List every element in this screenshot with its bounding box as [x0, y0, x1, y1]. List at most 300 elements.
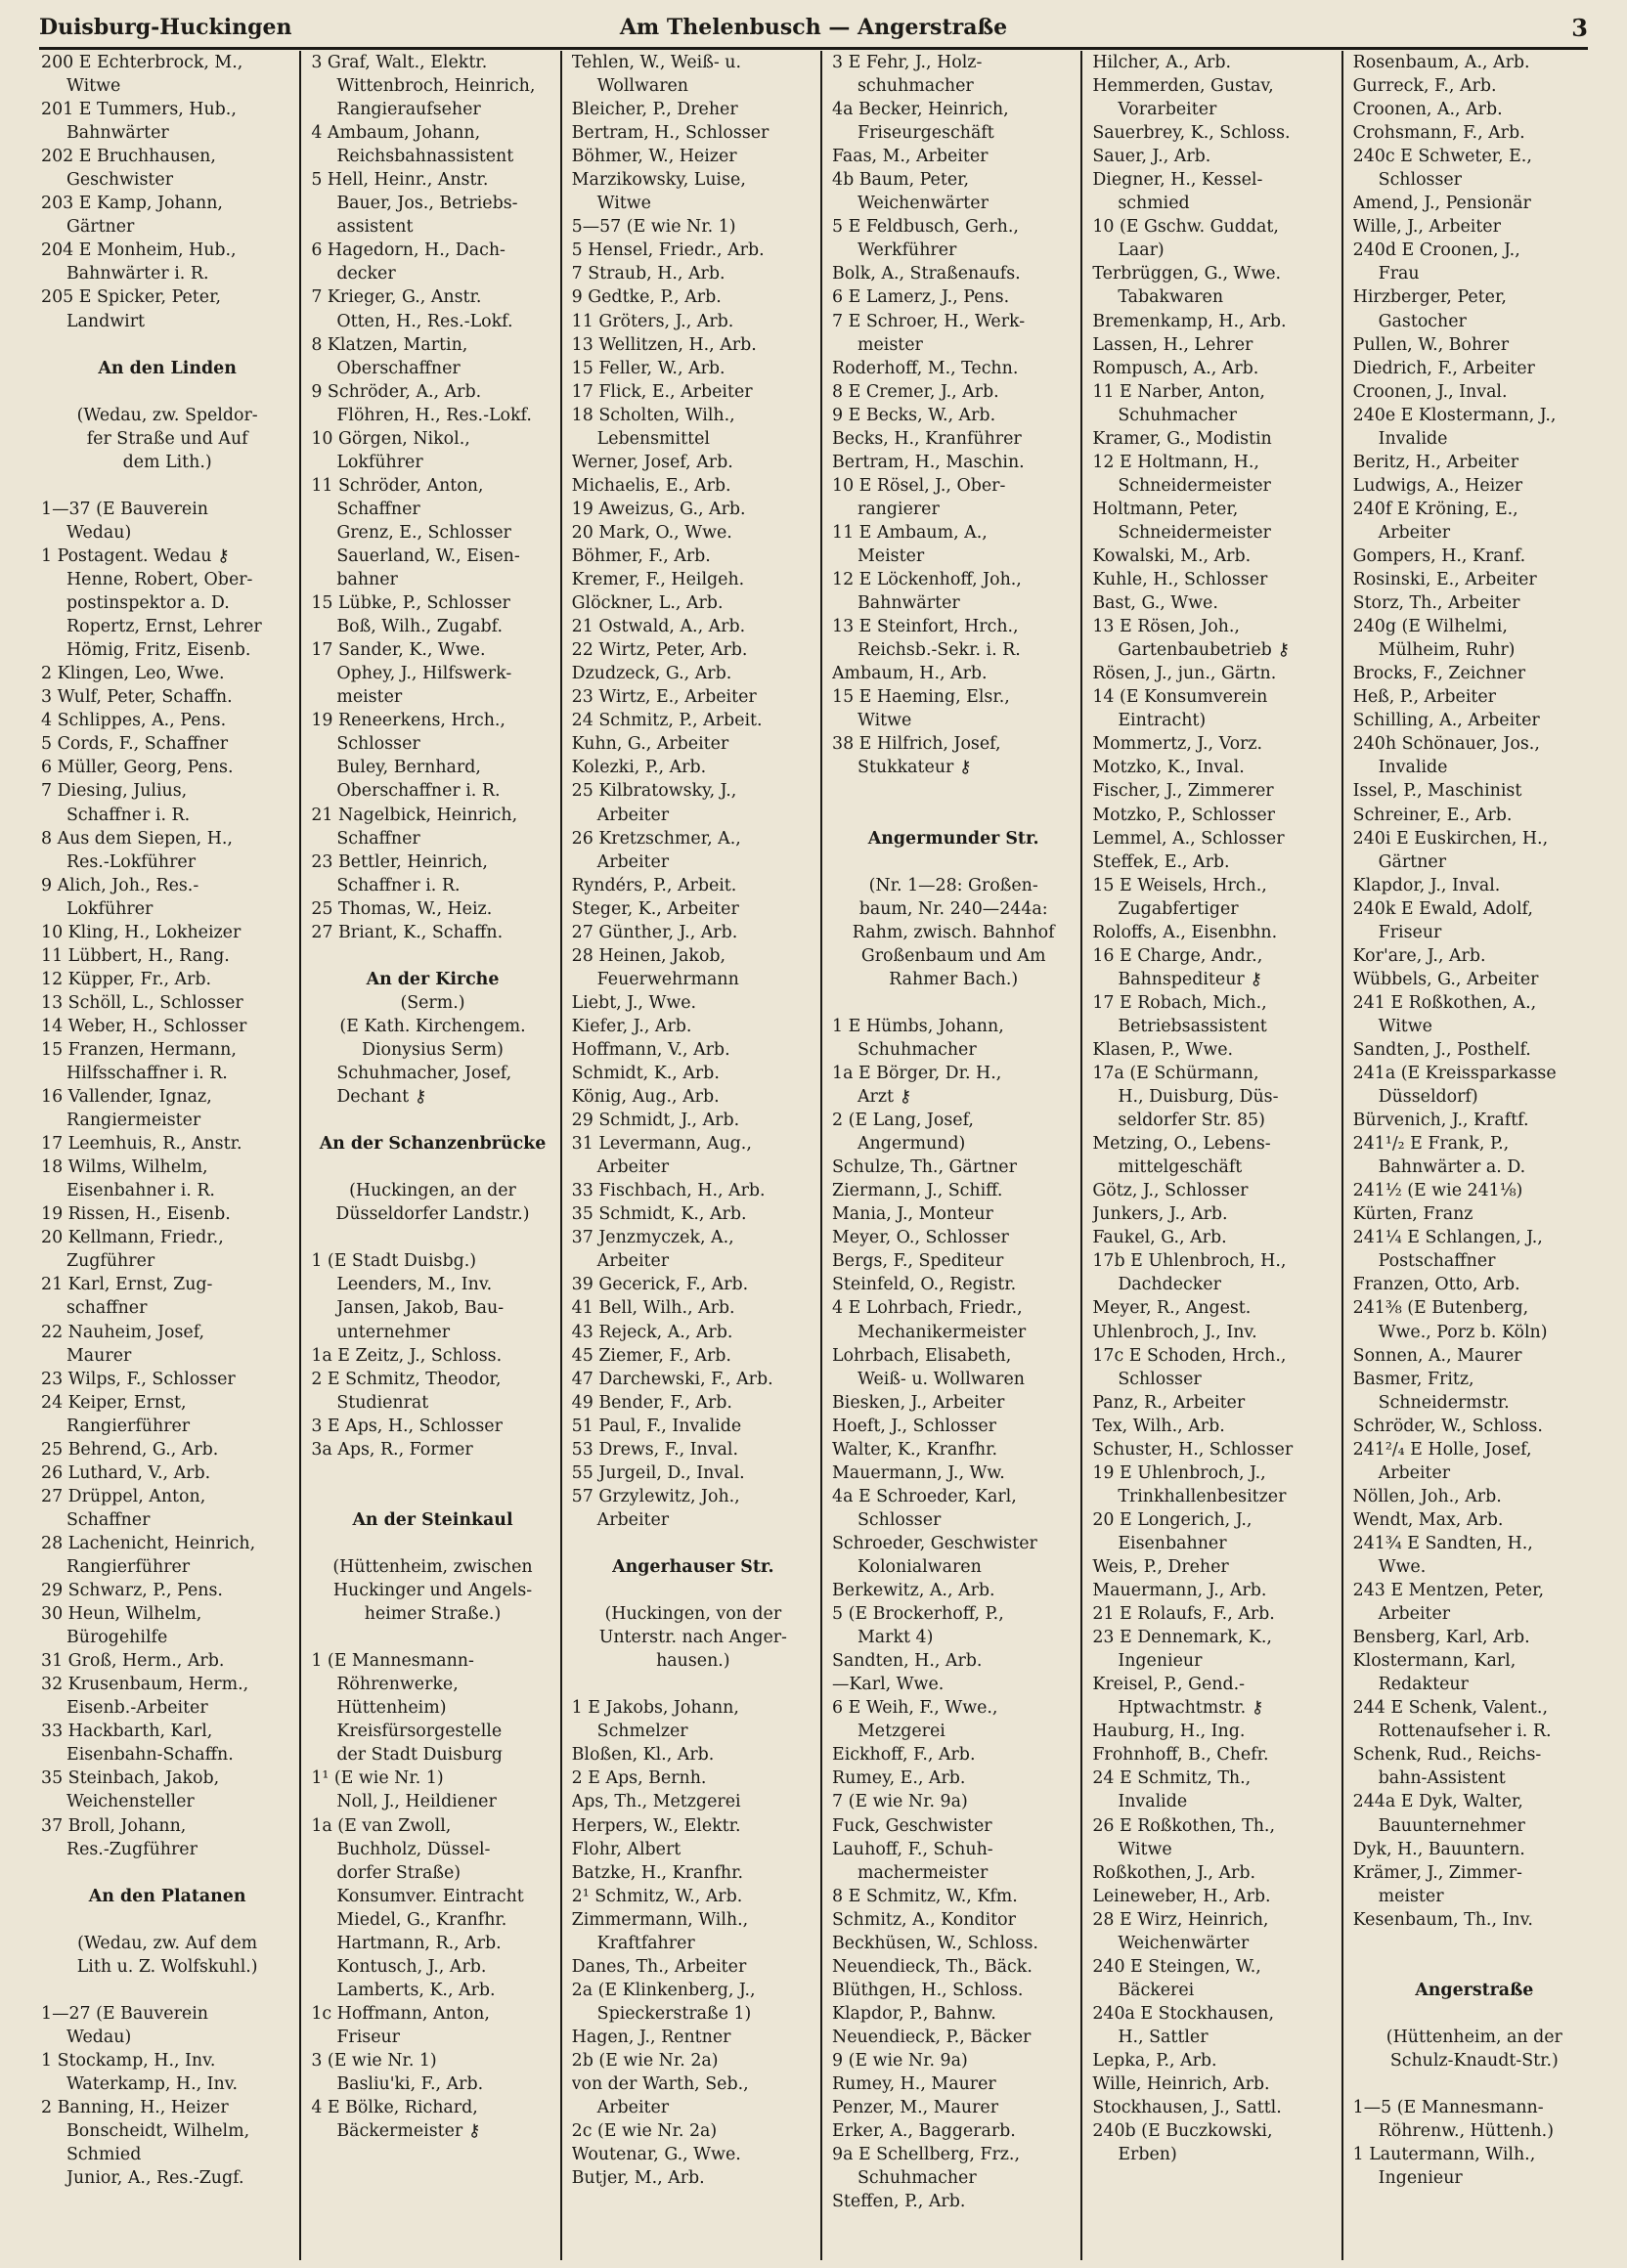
- entry-continuation: Arbeiter: [596, 805, 670, 825]
- entry-line: Kürten, Franz: [1352, 1204, 1473, 1225]
- entry-line: Götz, J., Schlosser: [1092, 1181, 1249, 1201]
- page-header: [39, 8, 1588, 50]
- entry-line: Metzing, O., Lebens-: [1092, 1134, 1271, 1155]
- entry-line: Bensberg, Karl, Arb.: [1352, 1628, 1530, 1648]
- blank-line: [311, 1626, 553, 1649]
- entry-line: 7 (E wie Nr. 9a): [832, 1792, 968, 1812]
- entry-line: 240b (E Buczkowski,: [1092, 2121, 1273, 2142]
- entry-line: 28 Lachenicht, Heinrich,: [41, 1533, 256, 1553]
- entry-continuation: Frau: [1378, 264, 1420, 284]
- entry-line: Motzko, P., Schlosser: [1092, 805, 1275, 825]
- entry-continuation: Schneidermeister: [1118, 475, 1271, 496]
- entry-continuation: Flöhren, H., Res.-Lokf.: [336, 405, 532, 425]
- entry-line: Nöllen, Joh., Arb.: [1352, 1486, 1502, 1506]
- entry-continuation: seldorfer Str. 85): [1118, 1111, 1265, 1131]
- entry-line: Biesken, J., Arbeiter: [832, 1392, 1005, 1413]
- entry-line: Ludwigs, A., Heizer: [1352, 475, 1523, 496]
- entry-line: 240h Schönauer, Jos.,: [1352, 734, 1540, 755]
- blank-line: [41, 1979, 293, 2002]
- entry-line: Diedrich, F., Arbeiter: [1352, 358, 1535, 378]
- entry-continuation: Erben): [1118, 2145, 1177, 2165]
- listing-columns: [39, 51, 1602, 2260]
- entry-line: 21 E Rolaufs, F., Arb.: [1092, 1604, 1275, 1625]
- entry-line: 11 E Ambaum, A.,: [832, 522, 988, 543]
- entry-line: 31 Levermann, Aug.,: [571, 1134, 752, 1155]
- entry-continuation: bahner: [336, 570, 398, 590]
- entry-continuation: Witwe: [66, 76, 121, 97]
- entry-continuation: Schneidermeister: [1118, 522, 1271, 543]
- entry-line: Gompers, H., Kranf.: [1352, 545, 1526, 566]
- entry-line: 8 E Cremer, J., Arb.: [832, 381, 999, 402]
- entry-line: 30 Heun, Wilhelm,: [41, 1604, 202, 1625]
- entry-continuation: Arbeiter: [596, 1157, 670, 1178]
- entry-line: 4a Becker, Heinrich,: [832, 100, 1009, 120]
- entry-line: 8 E Schmitz, W., Kfm.: [832, 1886, 1018, 1906]
- entry-line: Fischer, J., Zimmerer: [1092, 781, 1274, 802]
- street-description: (Nr. 1—28: Großen-: [868, 875, 1038, 895]
- entry-continuation: decker: [336, 264, 396, 284]
- blank-line: [1353, 2002, 1596, 2026]
- entry-line: Becks, H., Kranführer: [832, 428, 1022, 449]
- entry-line: Steinfeld, O., Registr.: [832, 1275, 1017, 1295]
- entry-line: 26 Luthard, V., Arb.: [41, 1462, 211, 1483]
- entry-line: Schroeder, Geschwister: [832, 1533, 1037, 1553]
- entry-line: 241¹/₂ E Frank, P.,: [1352, 1134, 1510, 1155]
- entry-line: Hauburg, H., Ing.: [1092, 1722, 1246, 1742]
- entry-line: 243 E Mentzen, Peter,: [1352, 1581, 1545, 1601]
- street-description: Düsseldorfer Landstr.): [335, 1204, 530, 1225]
- entry-line: 11 Schröder, Anton,: [311, 475, 484, 496]
- entry-continuation: Friseur: [336, 2027, 400, 2047]
- entry-line: Kowalski, M., Arb.: [1092, 545, 1252, 566]
- entry-line: 1 Lautermann, Wilh.,: [1352, 2145, 1536, 2165]
- listing-column-4: [820, 51, 1080, 2260]
- entry-continuation: schuhmacher: [857, 76, 974, 97]
- entry-line: Crohsmann, F., Arb.: [1352, 123, 1525, 144]
- entry-continuation: Hilfsschaffner i. R.: [66, 1064, 228, 1084]
- entry-continuation: Metzgerei: [857, 1722, 945, 1742]
- entry-line: Beckhüsen, W., Schloss.: [832, 1933, 1038, 1953]
- entry-line: 10 Görgen, Nikol.,: [311, 428, 470, 449]
- entry-continuation: postinspektor a. D.: [66, 593, 230, 614]
- street-description: dem Lith.): [122, 452, 212, 472]
- blank-line: [41, 1861, 293, 1885]
- entry-line: Weis, P., Dreher: [1092, 1557, 1229, 1577]
- entry-continuation: Junior, A., Res.-Zugf.: [66, 2168, 244, 2189]
- entry-line: 55 Jurgeil, D., Inval.: [571, 1462, 745, 1483]
- entry-line: 7 E Schroer, H., Werk-: [832, 311, 1026, 331]
- entry-continuation: Werkführer: [857, 240, 957, 261]
- blank-line: [832, 779, 1075, 803]
- entry-continuation: Arbeiter: [596, 1251, 670, 1272]
- entry-line: Marzikowsky, Luise,: [571, 170, 746, 191]
- entry-continuation: Zugführer: [66, 1251, 155, 1272]
- entry-continuation: Kontusch, J., Arb.: [336, 1956, 487, 1977]
- entry-line: 1a E Zeitz, J., Schloss.: [311, 1345, 503, 1366]
- entry-line: Wendt, Max, Arb.: [1352, 1509, 1504, 1530]
- entry-continuation: Schaffner i. R.: [336, 875, 461, 895]
- entry-line: 10 Kling, H., Lokheizer: [41, 922, 242, 942]
- entry-continuation: assistent: [336, 217, 414, 238]
- entry-continuation: meister: [857, 334, 923, 355]
- entry-line: 19 Reneerkens, Hrch.,: [311, 711, 506, 731]
- entry-line: 203 E Kamp, Johann,: [41, 194, 223, 214]
- entry-line: Schilling, A., Arbeiter: [1352, 711, 1540, 731]
- entry-continuation: Rangierführer: [66, 1416, 191, 1436]
- entry-continuation: Trinkhallenbesitzer: [1118, 1486, 1287, 1506]
- entry-line: Schuster, H., Schlosser: [1092, 1439, 1294, 1460]
- entry-line: 33 Hackbarth, Karl,: [41, 1722, 213, 1742]
- entry-line: 17 E Robach, Mich.,: [1092, 992, 1267, 1013]
- entry-line: 43 Rejeck, A., Arb.: [571, 1322, 733, 1342]
- blank-line: [41, 474, 293, 498]
- entry-line: Tehlen, W., Weiß- u.: [571, 53, 741, 72]
- entry-line: Leineweber, H., Arb.: [1092, 1886, 1271, 1906]
- entry-line: 47 Darchewski, F., Arb.: [571, 1369, 773, 1389]
- entry-line: Sandten, J., Posthelf.: [1352, 1039, 1531, 1060]
- entry-line: Woutenar, G., Wwe.: [571, 2145, 741, 2165]
- entry-line: Wille, Heinrich, Arb.: [1092, 2074, 1270, 2095]
- entry-line: 13 Schöll, L., Schlosser: [41, 992, 243, 1013]
- entry-line: 4 E Bölke, Richard,: [311, 2098, 478, 2118]
- entry-line: 25 Thomas, W., Heiz.: [311, 898, 493, 919]
- listing-column-2: [299, 51, 559, 2260]
- entry-line: 23 Wirtz, E., Arbeiter: [571, 687, 757, 708]
- entry-continuation: Rottenaufseher i. R.: [1378, 1722, 1552, 1742]
- street-description: (Hüttenheim, an der: [1385, 2027, 1562, 2047]
- entry-line: 4 E Lohrbach, Friedr.,: [832, 1298, 1023, 1319]
- entry-line: Rompusch, A., Arb.: [1092, 358, 1259, 378]
- entry-line: 1—37 (E Bauverein: [41, 499, 208, 519]
- entry-line: Hagen, J., Rentner: [571, 2027, 731, 2047]
- entry-line: Rösen, J., jun., Gärtn.: [1092, 664, 1277, 684]
- street-description: baum, Nr. 240—244a:: [858, 898, 1048, 919]
- blank-line: [311, 1461, 553, 1485]
- street-description: Lith u. Z. Wolfskuhl.): [76, 1956, 258, 1977]
- entry-continuation: Wollwaren: [596, 76, 689, 97]
- entry-line: 12 Küpper, Fr., Arb.: [41, 969, 212, 989]
- entry-line: Hoffmann, V., Arb.: [571, 1039, 730, 1060]
- entry-line: Beritz, H., Arbeiter: [1352, 452, 1519, 472]
- street-heading: Angerhauser Str.: [612, 1557, 774, 1577]
- entry-line: 1—5 (E Mannesmann-: [1352, 2098, 1544, 2118]
- page-number: 3: [1571, 13, 1588, 42]
- entry-line: Schröder, W., Schloss.: [1352, 1416, 1543, 1436]
- entry-line: Bürvenich, J., Kraftf.: [1352, 1111, 1529, 1131]
- entry-line: 5 E Feldbusch, Gerh.,: [832, 217, 1019, 238]
- entry-continuation: Weichensteller: [66, 1792, 195, 1812]
- entry-continuation: Hartmann, R., Arb.: [336, 1933, 502, 1953]
- entry-line: 6 Hagedorn, H., Dach-: [311, 240, 506, 261]
- entry-continuation: Res.-Lokführer: [66, 851, 197, 872]
- entry-continuation: Oberschaffner: [336, 358, 461, 378]
- entry-line: 19 Rissen, H., Eisenb.: [41, 1204, 231, 1225]
- entry-line: 5—57 (E wie Nr. 1): [571, 217, 736, 238]
- entry-line: Sandten, H., Arb.: [832, 1651, 983, 1672]
- entry-line: 3a Aps, R., Former: [311, 1439, 473, 1460]
- entry-line: Wille, J., Arbeiter: [1352, 217, 1501, 238]
- entry-line: 18 Wilms, Wilhelm,: [41, 1157, 208, 1178]
- blank-line: [832, 991, 1075, 1015]
- blank-line: [41, 333, 293, 357]
- entry-line: 5 (E Brockerhoff, P.,: [832, 1604, 1004, 1625]
- entry-line: Junkers, J., Arb.: [1092, 1204, 1228, 1225]
- blank-line: [832, 804, 1075, 827]
- entry-line: 13 E Steinfort, Hrch.,: [832, 617, 1019, 637]
- street-description: Schulz-Knaudt-Str.): [1389, 2050, 1559, 2071]
- entry-line: Eickhoff, F., Arb.: [832, 1745, 976, 1766]
- entry-line: Mauermann, J., Arb.: [1092, 1581, 1267, 1601]
- entry-line: 11 Gröters, J., Arb.: [571, 311, 734, 331]
- entry-line: 23 E Dennemark, K.,: [1092, 1628, 1272, 1648]
- entry-continuation: Friseurgeschäft: [857, 123, 994, 144]
- entry-line: Sonnen, A., Maurer: [1352, 1345, 1522, 1366]
- entry-line: 3 E Fehr, J., Holz-: [832, 53, 983, 72]
- entry-continuation: Wedau): [66, 2027, 132, 2047]
- street-heading: An der Kirche: [366, 969, 500, 989]
- entry-line: 6 E Weih, F., Wwe.,: [832, 1698, 998, 1719]
- listing-column-5: [1080, 51, 1341, 2260]
- entry-line: Ryndérs, P., Arbeit.: [571, 875, 737, 895]
- entry-line: 240 E Steingen, W.,: [1092, 1956, 1261, 1977]
- entry-continuation: Bauunternehmer: [1378, 1815, 1525, 1836]
- entry-continuation: Geschwister: [66, 170, 174, 191]
- entry-line: Mommertz, J., Vorz.: [1092, 734, 1263, 755]
- street-description: Rahmer Bach.): [889, 969, 1019, 989]
- entry-line: Hilcher, A., Arb.: [1092, 53, 1231, 72]
- entry-line: 9a E Schellberg, Frz.,: [832, 2145, 1020, 2165]
- entry-line: Issel, P., Maschinist: [1352, 781, 1522, 802]
- entry-line: 241½ (E wie 241⅛): [1352, 1181, 1523, 1201]
- entry-continuation: Rangieraufseher: [336, 100, 481, 120]
- listing-column-6: [1341, 51, 1602, 2260]
- entry-line: König, Aug., Arb.: [571, 1087, 720, 1108]
- entry-line: 5 Hell, Heinr., Anstr.: [311, 170, 489, 191]
- street-description: (Wedau, zw. Auf dem: [77, 1933, 258, 1953]
- entry-continuation: Bahnspediteur ⚷: [1118, 969, 1262, 989]
- entry-continuation: Gärtner: [1378, 851, 1447, 872]
- entry-line: 38 E Hilfrich, Josef,: [832, 734, 1001, 755]
- entry-continuation: Bauer, Jos., Betriebs-: [336, 194, 518, 214]
- entry-line: Dzudzeck, G., Arb.: [571, 664, 732, 684]
- entry-line: 57 Grzylewitz, Joh.,: [571, 1486, 740, 1506]
- entry-line: Croonen, A., Arb.: [1352, 100, 1503, 120]
- street-description: (Huckingen, von der: [604, 1604, 782, 1625]
- blank-line: [311, 1109, 553, 1132]
- entry-line: Uhlenbroch, J., Inv.: [1092, 1322, 1257, 1342]
- entry-line: Roderhoff, M., Techn.: [832, 358, 1019, 378]
- entry-continuation: Vorarbeiter: [1118, 100, 1217, 120]
- entry-line: 16 Vallender, Ignaz,: [41, 1087, 212, 1108]
- entry-continuation: Düsseldorf): [1378, 1087, 1478, 1108]
- entry-continuation: Eisenbahn-Schaffn.: [66, 1745, 234, 1766]
- entry-line: Bremenkamp, H., Arb.: [1092, 311, 1287, 331]
- entry-line: Gurreck, F., Arb.: [1352, 76, 1497, 97]
- entry-line: 3 Graf, Walt., Elektr.: [311, 53, 488, 72]
- entry-line: Panz, R., Arbeiter: [1092, 1392, 1246, 1413]
- entry-continuation: Waterkamp, H., Inv.: [66, 2074, 239, 2095]
- entry-line: 240a E Stockhausen,: [1092, 2003, 1275, 2024]
- street-description: Huckinger und Angels-: [332, 1581, 533, 1601]
- entry-continuation: Rangiermeister: [66, 1111, 201, 1131]
- entry-line: 28 E Wirz, Heinrich,: [1092, 1909, 1269, 1930]
- entry-line: Hoeft, J., Schlosser: [832, 1416, 996, 1436]
- entry-continuation: Schlosser: [1118, 1369, 1202, 1389]
- entry-line: 1 (E Stadt Duisbg.): [311, 1251, 477, 1272]
- entry-line: 15 Feller, W., Arb.: [571, 358, 726, 378]
- entry-continuation: Witwe: [596, 194, 651, 214]
- street-description: Großenbaum und Am: [860, 945, 1046, 966]
- entry-line: Storz, Th., Arbeiter: [1352, 593, 1520, 614]
- entry-line: 21 Nagelbick, Heinrich,: [311, 805, 518, 825]
- entry-line: 17b E Uhlenbroch, H.,: [1092, 1251, 1287, 1272]
- entry-line: 14 (E Konsumverein: [1092, 687, 1268, 708]
- entry-line: 2a (E Klinkenberg, J.,: [571, 1980, 756, 2000]
- entry-continuation: Schuhmacher, Josef,: [336, 1064, 512, 1084]
- entry-continuation: Lebensmittel: [596, 428, 710, 449]
- header-city: Duisburg-Huckingen: [39, 15, 292, 40]
- entry-continuation: bahn-Assistent: [1378, 1768, 1506, 1789]
- entry-continuation: Leenders, M., Inv.: [336, 1275, 493, 1295]
- entry-line: 17 Sander, K., Wwe.: [311, 640, 486, 661]
- entry-line: Klapdor, J., Inval.: [1352, 875, 1501, 895]
- entry-continuation: Ingenieur: [1118, 1651, 1203, 1672]
- entry-line: 37 Broll, Johann,: [41, 1815, 187, 1836]
- entry-line: 7 Krieger, G., Anstr.: [311, 287, 482, 308]
- entry-continuation: Hüttenheim): [336, 1698, 447, 1719]
- entry-continuation: Arbeiter: [1378, 1604, 1451, 1625]
- entry-line: —Karl, Wwe.: [832, 1675, 945, 1695]
- entry-line: 25 Behrend, G., Arb.: [41, 1439, 219, 1460]
- entry-continuation: Kreisfürsorgestelle: [336, 1722, 503, 1742]
- entry-continuation: Henne, Robert, Ober-: [66, 570, 253, 590]
- entry-line: 15 E Weisels, Hrch.,: [1092, 875, 1267, 895]
- entry-line: Schmidt, K., Arb.: [571, 1064, 720, 1084]
- street-description: Unterstr. nach Anger-: [598, 1628, 787, 1648]
- entry-continuation: rangierer: [857, 499, 940, 519]
- entry-line: 25 Kilbratowsky, J.,: [571, 781, 737, 802]
- entry-line: Aps, Th., Metzgerei: [571, 1792, 741, 1812]
- entry-continuation: Schuhmacher: [857, 2168, 977, 2189]
- entry-line: 15 Franzen, Hermann,: [41, 1039, 237, 1060]
- entry-line: 31 Groß, Herm., Arb.: [41, 1651, 225, 1672]
- entry-line: Holtmann, Peter,: [1092, 499, 1239, 519]
- entry-line: Faas, M., Arbeiter: [832, 147, 989, 167]
- entry-line: 20 E Longerich, J.,: [1092, 1509, 1253, 1530]
- entry-continuation: Schmied: [66, 2145, 142, 2165]
- street-description: (Hüttenheim, zwischen: [332, 1557, 533, 1577]
- street-description: (E Kath. Kirchengem.: [339, 1016, 526, 1036]
- entry-line: Bleicher, P., Dreher: [571, 100, 738, 120]
- entry-line: 6 E Lamerz, J., Pens.: [832, 287, 1010, 308]
- entry-line: Krämer, J., Zimmer-: [1352, 1862, 1522, 1883]
- entry-line: 20 Kellmann, Friedr.,: [41, 1228, 224, 1248]
- listing-column-3: [560, 51, 820, 2260]
- entry-continuation: Arbeiter: [596, 1509, 670, 1530]
- entry-continuation: Lamberts, K., Arb.: [336, 1980, 496, 2000]
- blank-line: [41, 380, 293, 404]
- blank-line: [311, 1485, 553, 1508]
- entry-line: Rosenbaum, A., Arb.: [1352, 53, 1530, 72]
- entry-continuation: Schaffner: [336, 499, 420, 519]
- entry-line: 241 E Roßkothen, A.,: [1352, 992, 1537, 1013]
- entry-line: Schenk, Rud., Reichs-: [1352, 1745, 1542, 1766]
- entry-line: Danes, Th., Arbeiter: [571, 1956, 747, 1977]
- entry-line: 39 Gecerick, F., Arb.: [571, 1275, 749, 1295]
- entry-continuation: Arzt ⚷: [857, 1087, 912, 1108]
- entry-line: 9 (E wie Nr. 9a): [832, 2050, 968, 2071]
- entry-line: 244a E Dyk, Walter,: [1352, 1792, 1523, 1812]
- entry-line: Butjer, M., Arb.: [571, 2168, 705, 2189]
- entry-line: Heß, P., Arbeiter: [1352, 687, 1496, 708]
- entry-continuation: Schaffner: [336, 828, 420, 849]
- entry-line: Dyk, H., Bauuntern.: [1352, 1839, 1525, 1859]
- entry-continuation: Bahnwärter: [66, 123, 169, 144]
- entry-continuation: Schmelzer: [596, 1722, 688, 1742]
- street-description: (Huckingen, an der: [349, 1181, 516, 1201]
- entry-continuation: Ingenieur: [1378, 2168, 1463, 2189]
- entry-continuation: Buley, Bernhard,: [336, 758, 481, 778]
- entry-line: 33 Fischbach, H., Arb.: [571, 1181, 766, 1201]
- entry-line: 9 E Becks, W., Arb.: [832, 405, 996, 425]
- entry-line: 27 Drüppel, Anton,: [41, 1486, 206, 1506]
- entry-continuation: Bonscheidt, Wilhelm,: [66, 2121, 250, 2142]
- entry-line: 241¾ E Sandten, H.,: [1352, 1533, 1533, 1553]
- entry-line: Bergs, F., Spediteur: [832, 1251, 1004, 1272]
- entry-line: 240f E Kröning, E.,: [1352, 499, 1518, 519]
- entry-line: Neuendieck, P., Bäcker: [832, 2027, 1032, 2047]
- entry-continuation: Markt 4): [857, 1628, 934, 1648]
- entry-continuation: Schaffner: [66, 1509, 151, 1530]
- entry-line: 29 Schwarz, P., Pens.: [41, 1581, 223, 1601]
- entry-line: 2 E Schmitz, Theodor,: [311, 1369, 502, 1389]
- entry-continuation: Invalide: [1118, 1792, 1188, 1812]
- entry-line: 45 Ziemer, F., Arb.: [571, 1345, 731, 1366]
- entry-continuation: Invalide: [1378, 428, 1448, 449]
- entry-line: 27 Briant, K., Schaffn.: [311, 922, 504, 942]
- entry-continuation: Spieckerstraße 1): [596, 2003, 752, 2024]
- entry-continuation: Landwirt: [66, 311, 145, 331]
- entry-line: Brocks, F., Zeichner: [1352, 664, 1526, 684]
- entry-continuation: Dachdecker: [1118, 1275, 1221, 1295]
- entry-continuation: Schaffner i. R.: [66, 805, 191, 825]
- entry-line: Rosinski, E., Arbeiter: [1352, 570, 1537, 590]
- street-heading: An der Steinkaul: [352, 1509, 513, 1530]
- entry-line: 17 Leemhuis, R., Anstr.: [41, 1134, 242, 1155]
- entry-continuation: Eintracht): [1118, 711, 1207, 731]
- entry-line: Penzer, M., Maurer: [832, 2098, 999, 2118]
- entry-line: 7 Straub, H., Arb.: [571, 264, 726, 284]
- street-description: hausen.): [656, 1651, 730, 1672]
- entry-continuation: Bahnwärter: [857, 593, 960, 614]
- entry-continuation: Arbeiter: [596, 851, 670, 872]
- listing-column-1: [39, 51, 299, 2260]
- entry-continuation: Bäckermeister ⚷: [336, 2121, 481, 2142]
- entry-line: 24 Keiper, Ernst,: [41, 1392, 187, 1413]
- entry-line: Ziermann, J., Schiff.: [832, 1181, 1003, 1201]
- entry-line: 1 (E Mannesmann-: [311, 1651, 474, 1672]
- entry-line: Franzen, Otto, Arb.: [1352, 1275, 1520, 1295]
- entry-line: 1a E Börger, Dr. H.,: [832, 1064, 1002, 1084]
- entry-continuation: Schuhmacher: [857, 1039, 977, 1060]
- entry-line: Rumey, E., Arb.: [832, 1768, 966, 1789]
- entry-line: 19 E Uhlenbroch, J.,: [1092, 1462, 1266, 1483]
- entry-continuation: dorfer Straße): [336, 1862, 462, 1883]
- entry-line: Kuhn, G., Arbeiter: [571, 734, 729, 755]
- entry-line: Motzko, K., Inval.: [1092, 758, 1245, 778]
- blank-line: [311, 944, 553, 968]
- entry-continuation: schaffner: [66, 1298, 148, 1319]
